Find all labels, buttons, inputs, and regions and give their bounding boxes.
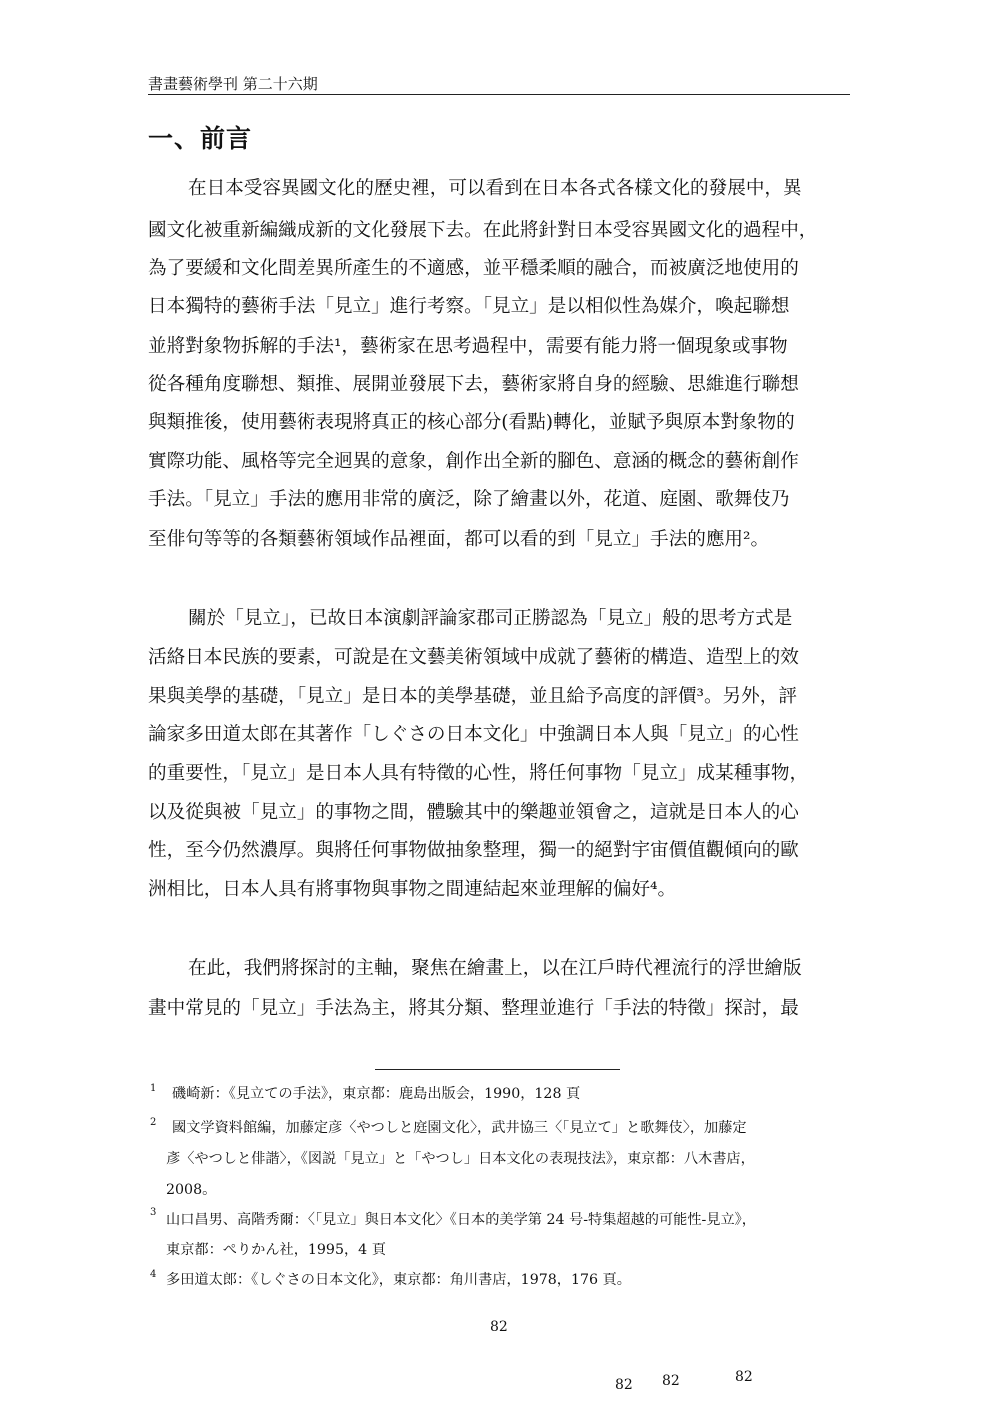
paragraph-line: 性，至今仍然濃厚。與將任何事物做抽象整理，獨一的絕對宇宙價值觀傾向的歐: [148, 840, 799, 861]
footnote-line: 山口昌男、高階秀爾：〈「見立」與日本文化〉《日本的美学第 24 号-特集超越的可能性-見立》，: [166, 1212, 756, 1228]
footnote-line: 彥〈やつしと俳諧〉，《図説「見立」と「やつし」日本文化の表現技法》，東京都：八木書店，: [166, 1151, 755, 1167]
paragraph-line: 日本獨特的藝術手法「見立」進行考察。「見立」是以相似性為媒介，喚起聯想: [148, 296, 790, 317]
paragraph-line: 並將對象物拆解的手法¹，藝術家在思考過程中，需要有能力將一個現象或事物: [148, 336, 788, 357]
paragraph-line: 的重要性，「見立」是日本人具有特徵的心性，將任何事物「見立」成某種事物，: [148, 763, 809, 784]
paragraph-line: 為了要緩和文化間差異所產生的不適感，並平穩柔順的融合，而被廣泛地使用的: [148, 258, 799, 279]
paragraph-line: 以及從與被「見立」的事物之間，體驗其中的樂趣並領會之，這就是日本人的心: [148, 802, 799, 823]
footnote-line: 磯崎新：《見立ての手法》，東京都：鹿島出版会，1990，128 頁: [172, 1086, 581, 1102]
footnote-line: 國文学資料館編，加藤定彦〈やつしと庭園文化〉，武井協三〈「見立て」と歌舞伎〉，加藤定: [172, 1120, 747, 1136]
journal-header: 書畫藝術學刊 第二十六期: [148, 75, 318, 93]
section-title: 一、前言: [148, 124, 253, 153]
paragraph-line: 活絡日本民族的要素，可說是在文藝美術領域中成就了藝術的構造、造型上的效: [148, 647, 799, 668]
page-number: 82: [615, 1377, 633, 1393]
paragraph-line: 從各種角度聯想、類推、展開並發展下去，藝術家將自身的經驗、思維進行聯想: [148, 374, 799, 395]
footnote-line: 多田道太郎：《しぐさの日本文化》，東京都：角川書店，1978，176 頁。: [166, 1272, 631, 1288]
paragraph-line: 洲相比，日本人具有將事物與事物之間連結起來並理解的偏好⁴。: [148, 879, 677, 900]
header-rule: [148, 94, 850, 95]
paragraph-line: 在此，我們將探討的主軸，聚焦在繪畫上，以在江戶時代裡流行的浮世繪版: [188, 958, 802, 979]
paragraph-line: 論家多田道太郎在其著作「しぐさの日本文化」中強調日本人與「見立」的心性: [148, 724, 799, 745]
page-number: 82: [490, 1319, 508, 1335]
footnote-number: 1: [150, 1083, 157, 1094]
paragraph-line: 至俳句等等的各類藝術領域作品裡面，都可以看的到「見立」手法的應用²。: [148, 529, 770, 550]
page-number: 82: [662, 1373, 680, 1389]
paragraph-line: 國文化被重新編織成新的文化發展下去。在此將針對日本受容異國文化的過程中，: [148, 220, 818, 241]
paragraph-line: 關於「見立」，已故日本演劇評論家郡司正勝認為「見立」般的思考方式是: [188, 608, 793, 629]
footnote-rule: [375, 1069, 620, 1070]
footnote-line: 東京都：ぺりかん社，1995，4 頁: [166, 1242, 386, 1258]
footnote-number: 3: [150, 1207, 157, 1218]
paragraph-line: 畫中常見的「見立」手法為主，將其分類、整理並進行「手法的特徵」探討，最: [148, 998, 799, 1019]
footnote-number: 2: [150, 1117, 157, 1128]
paragraph-line: 果與美學的基礎，「見立」是日本的美學基礎，並且給予高度的評價³。另外，評: [148, 686, 797, 707]
footnote-number: 4: [150, 1269, 157, 1280]
footnote-line: 2008。: [166, 1182, 217, 1198]
paragraph-line: 手法。「見立」手法的應用非常的廣泛，除了繪畫以外，花道、庭園、歌舞伎乃: [148, 489, 790, 510]
paragraph-line: 在日本受容異國文化的歷史裡，可以看到在日本各式各樣文化的發展中，異: [188, 178, 802, 199]
paragraph-line: 實際功能、風格等完全迥異的意象，創作出全新的腳色、意涵的概念的藝術創作: [148, 451, 799, 472]
paragraph-line: 與類推後，使用藝術表現將真正的核心部分(看點)轉化，並賦予與原本對象物的: [148, 412, 795, 433]
page-number: 82: [735, 1369, 753, 1385]
